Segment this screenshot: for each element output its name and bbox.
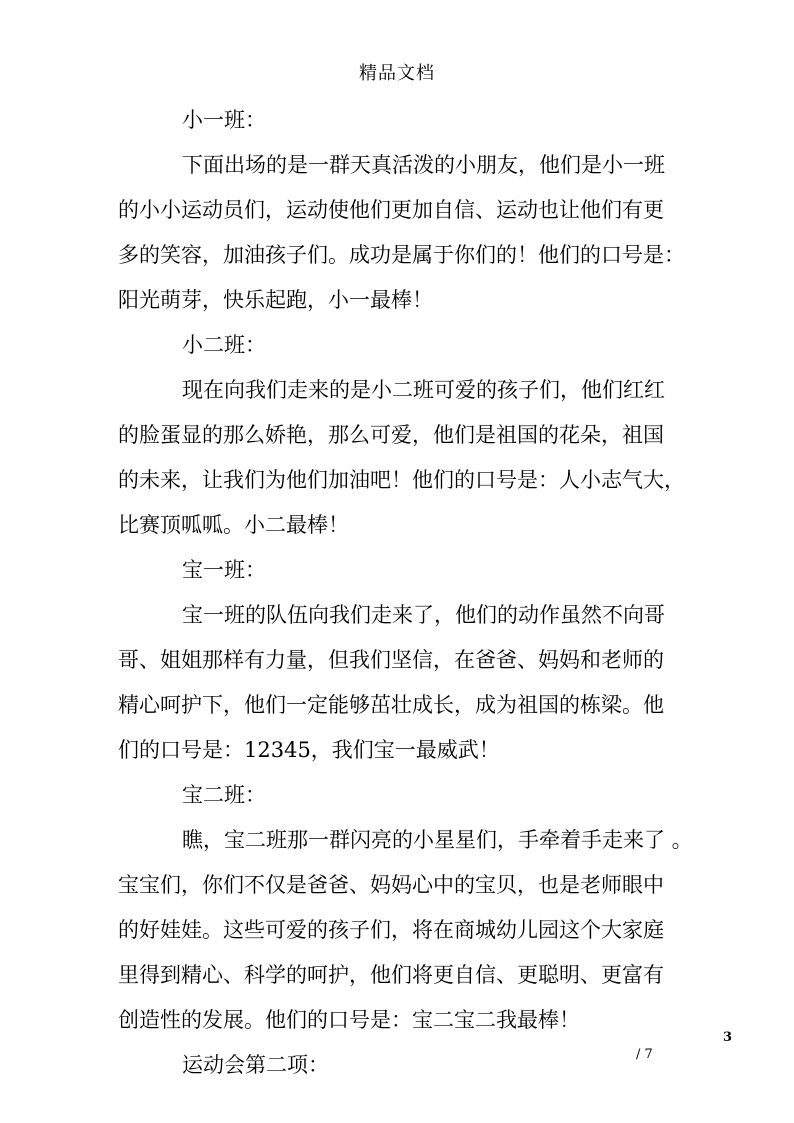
text-line: 的未来，让我们为他们加油吧！他们的口号是：人小志气大， <box>118 468 685 492</box>
text-line: 的小小运动员们，运动使他们更加自信、运动也让他们有更 <box>118 198 664 222</box>
text-line: 现在向我们走来的是小二班可爱的孩子们，他们红红 <box>182 378 665 402</box>
paragraph <box>118 147 685 318</box>
text-line: 比赛顶呱呱。小二最棒！ <box>118 513 349 537</box>
text-line: 多的笑容，加油孩子们。成功是属于你们的！他们的口号是： <box>118 243 685 267</box>
text-line: 们的口号是：12345，我们宝一最威武！ <box>118 738 500 762</box>
text-line: 宝一班的队伍向我们走来了，他们的动作虽然不向哥 <box>182 603 665 627</box>
text-line: 宝一班： <box>182 558 266 582</box>
text-line: 哥、姐姐那样有力量，但我们坚信，在爸爸、妈妈和老师的 <box>118 648 664 672</box>
page-total: / 7 <box>636 1047 653 1062</box>
text-line: 阳光萌芽，快乐起跑，小一最棒！ <box>118 288 433 312</box>
text-line: 的好娃娃。这些可爱的孩子们，将在商城幼儿园这个大家庭 <box>118 918 664 942</box>
paragraph <box>118 372 685 543</box>
text-line: 的脸蛋显的那么娇艳，那么可爱，他们是祖国的花朵，祖国 <box>118 423 664 447</box>
paragraph <box>118 597 678 768</box>
text-line: 运动会第二项： <box>182 1053 329 1077</box>
paragraph <box>118 552 678 588</box>
text-line: 小二班： <box>182 333 266 357</box>
page-header-title: 精品文档 <box>359 63 435 84</box>
paragraph <box>118 822 693 1038</box>
text-line: 宝宝们，你们不仅是爸爸、妈妈心中的宝贝，也是老师眼中 <box>118 873 664 897</box>
text-line: 里得到精心、科学的呵护，他们将更自信、更聪明、更富有 <box>118 963 664 987</box>
text-line: 创造性的发展。他们的口号是：宝二宝二我最棒！ <box>118 1008 580 1032</box>
paragraph <box>118 102 678 138</box>
text-line: 小一班： <box>182 108 266 132</box>
paragraph <box>118 777 678 813</box>
text-line: 宝二班： <box>182 783 266 807</box>
paragraph <box>118 327 678 363</box>
paragraph <box>118 1047 678 1083</box>
document-body <box>118 102 693 1092</box>
text-line: 下面出场的是一群天真活泼的小朋友，他们是小一班 <box>182 153 665 177</box>
page-number: 3 <box>723 1030 733 1045</box>
text-line: 瞧，宝二班那一群闪亮的小星星们，手牵着手走来了 。 <box>182 828 693 852</box>
text-line: 精心呵护下，他们一定能够茁壮成长，成为祖国的栋梁。他 <box>118 693 664 717</box>
